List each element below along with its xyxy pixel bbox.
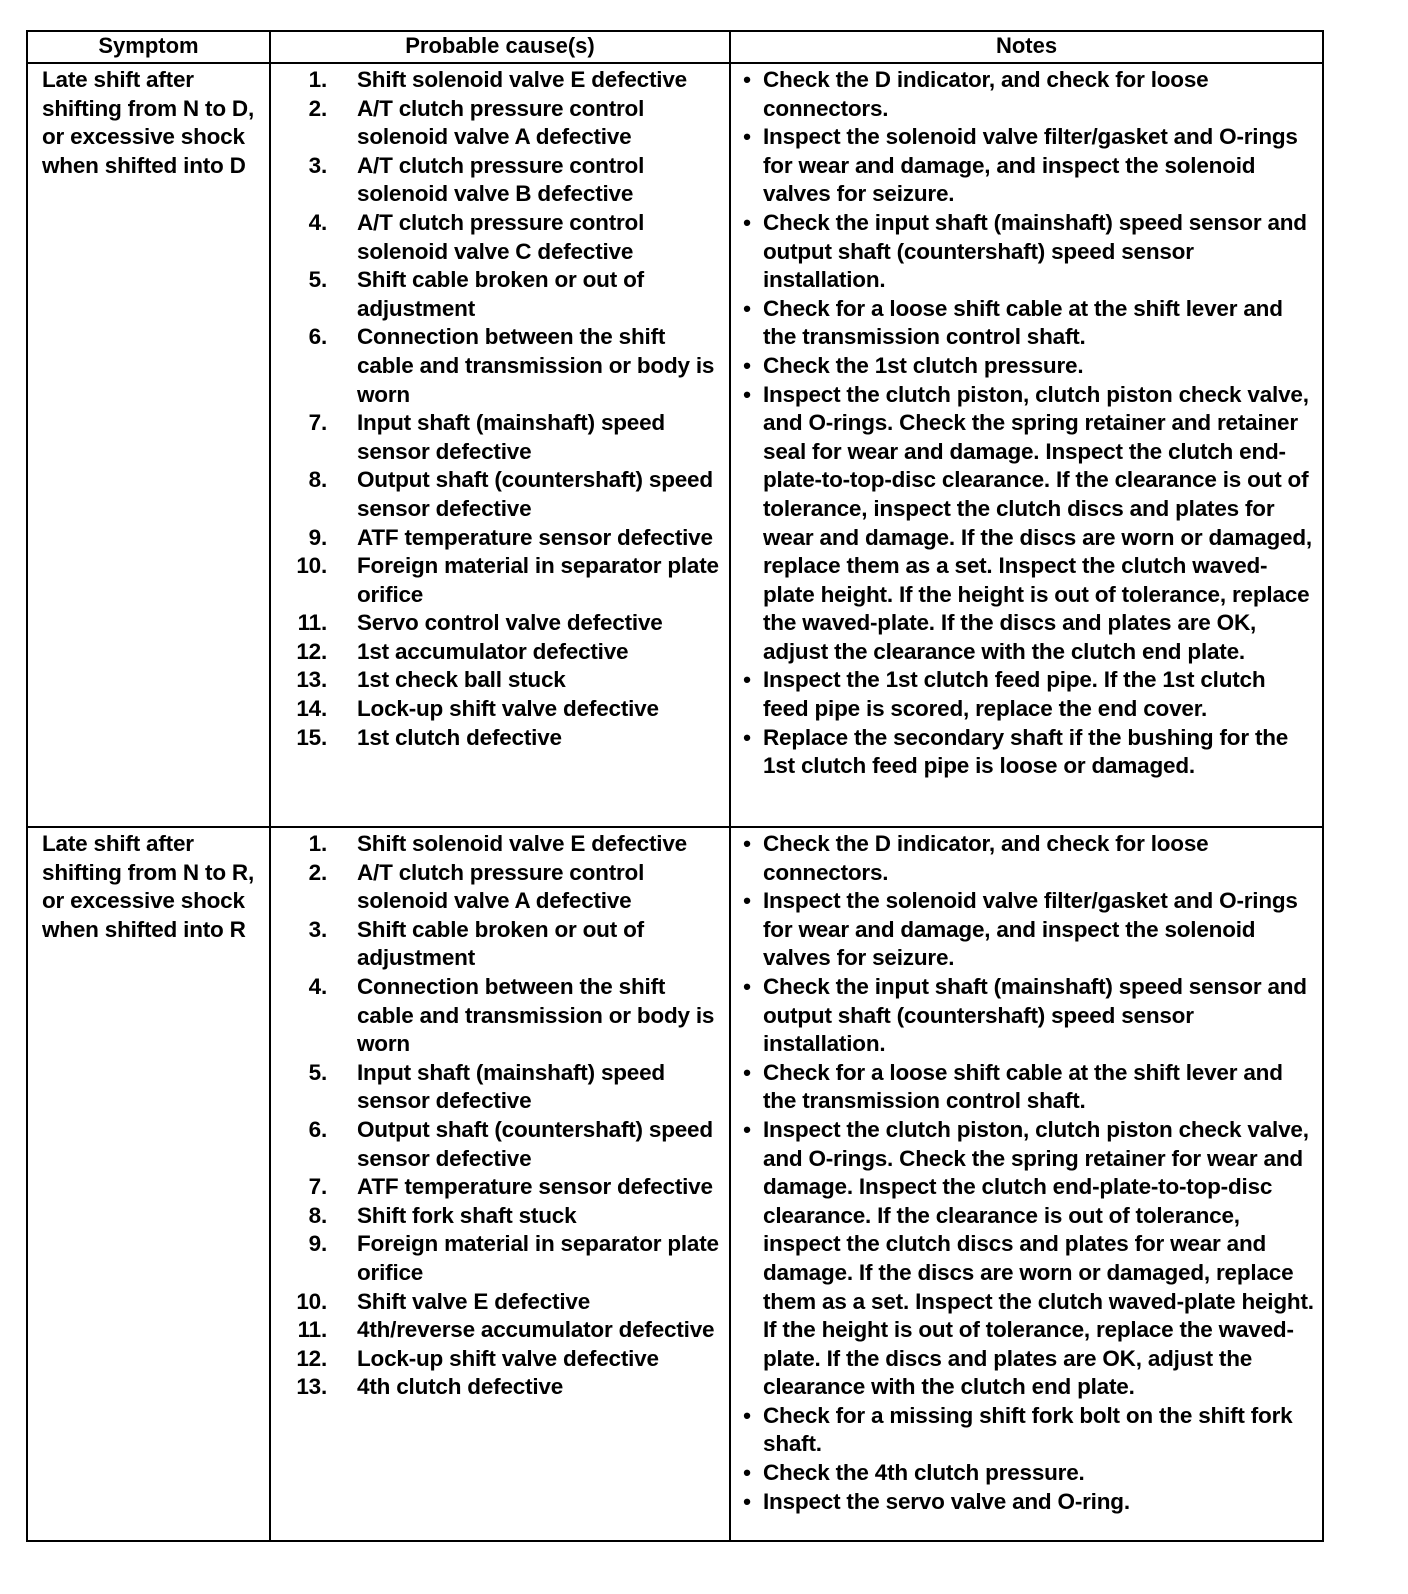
note-text: Check the D indicator, and check for loose connectors. <box>763 831 1209 885</box>
cause-number: 11. <box>297 610 327 636</box>
cause-item <box>271 1345 723 1374</box>
note-item <box>731 1402 1316 1459</box>
cause-text: ATF temperature sensor defective <box>357 524 713 550</box>
table-row <box>28 826 1322 1540</box>
note-text: Inspect the solenoid valve filter/gasket and O-rings for wear and damage, and inspect the solenoid valves for seizure. <box>763 888 1298 971</box>
cause-number: 15. <box>296 724 327 750</box>
cause-text: A/T clutch pressure control solenoid valve A defective <box>357 95 645 150</box>
cause-text: Connection between the shift cable and transmission or body is worn <box>357 324 715 407</box>
cause-text: 1st clutch defective <box>357 724 562 750</box>
cause-item <box>271 695 723 724</box>
table-row <box>28 62 1322 826</box>
cause-item <box>271 916 723 973</box>
cause-item <box>271 1202 723 1231</box>
notes-list <box>731 828 1322 1516</box>
bullet-icon: • <box>743 124 751 150</box>
cause-text: 4th/reverse accumulator defective <box>357 1317 715 1343</box>
cause-item <box>271 209 723 266</box>
cause-number: 13. <box>296 667 327 693</box>
bullet-icon: • <box>743 667 751 693</box>
cause-number: 9. <box>308 524 327 550</box>
bullet-icon: • <box>743 1460 751 1486</box>
cause-number: 4. <box>308 209 327 235</box>
bullet-icon: • <box>743 1488 751 1514</box>
cause-number: 6. <box>308 324 327 350</box>
note-text: Check for a loose shift cable at the shift lever and the transmission control shaft. <box>763 1059 1283 1114</box>
note-item <box>731 830 1316 887</box>
cause-number: 14. <box>296 696 327 722</box>
cause-text: Output shaft (countershaft) speed sensor defective <box>357 1116 713 1171</box>
cause-number: 10. <box>296 1288 327 1314</box>
cause-number: 5. <box>308 267 327 293</box>
note-item <box>731 66 1316 123</box>
symptom-cell <box>28 64 269 826</box>
note-item <box>731 1488 1316 1517</box>
cause-item <box>271 552 723 609</box>
note-text: Inspect the clutch piston, clutch piston check valve, and O-rings. Check the spring retainer and retainer seal for wear and damage. Inspect the clutch end-plate-to-top-disc clearance. If the clearance is out of tolerance, inspect the clutch discs and plates for wear and damage. If the discs are worn or damaged, replace them as a set. Inspect the clutch waved-plate height. If the height is out of tolerance, replace the waved-plate. If the discs and plates are OK, adjust the clearance with the clutch end plate. <box>763 381 1312 664</box>
cause-text: Output shaft (countershaft) speed sensor defective <box>357 467 713 521</box>
table-header-row <box>28 32 1322 62</box>
note-text: Check for a loose shift cable at the shift lever and the transmission control shaft. <box>763 295 1283 350</box>
notes-cell <box>729 828 1322 1540</box>
cause-number: 2. <box>308 95 327 121</box>
cause-text: A/T clutch pressure control solenoid valve B defective <box>357 152 645 207</box>
note-item <box>731 352 1316 381</box>
cause-number: 12. <box>296 638 327 664</box>
note-item <box>731 1116 1316 1402</box>
note-item <box>731 666 1316 723</box>
cause-text: Foreign material in separator plate orifice <box>357 1231 719 1285</box>
cause-text: 4th clutch defective <box>357 1374 564 1400</box>
note-text: Replace the secondary shaft if the bushing for the 1st clutch feed pipe is loose or damaged. <box>763 724 1289 779</box>
note-text: Check the input shaft (mainshaft) speed sensor and output shaft (countershaft) speed sensor installation. <box>763 973 1307 1057</box>
cause-number: 10. <box>296 553 327 579</box>
cause-item <box>271 638 723 667</box>
cause-text: Shift valve E defective <box>357 1288 591 1314</box>
note-text: Inspect the clutch piston, clutch piston check valve, and O-rings. Check the spring retainer for wear and damage. Inspect the clutch end-plate-to-top-disc clearance. If the clearance is out of tolerance, inspect the clutch discs and plates for wear and damage. If the discs are worn or damaged, replace them as a set. Inspect the clutch waved-plate height. If the height is out of tolerance, replace the waved-plate. If the discs and plates are OK, adjust the clearance with the clutch end plate. <box>763 1116 1314 1400</box>
cause-text: Foreign material in separator plate orifice <box>357 553 719 607</box>
causes-list <box>271 828 729 1402</box>
note-item <box>731 973 1316 1059</box>
cause-item <box>271 409 723 466</box>
bullet-icon: • <box>743 352 751 378</box>
cause-text: Shift solenoid valve E defective <box>357 831 687 856</box>
bullet-icon: • <box>743 888 751 914</box>
cause-item <box>271 666 723 695</box>
bullet-icon: • <box>743 295 751 321</box>
cause-text: Servo control valve defective <box>357 610 663 636</box>
cause-item <box>271 323 723 409</box>
cause-text: Lock-up shift valve defective <box>357 1345 659 1371</box>
bullet-icon: • <box>743 209 751 235</box>
cause-number: 6. <box>308 1116 327 1142</box>
causes-cell <box>269 64 729 826</box>
cause-text: 1st check ball stuck <box>357 667 566 693</box>
cause-item <box>271 724 723 753</box>
cause-text: Shift solenoid valve E defective <box>357 67 687 92</box>
cause-item <box>271 1288 723 1317</box>
bullet-icon: • <box>743 381 751 407</box>
cause-item <box>271 1059 723 1116</box>
cause-number: 3. <box>308 916 327 942</box>
cause-item <box>271 466 723 523</box>
header-notes: Notes <box>729 32 1322 62</box>
cause-number: 2. <box>308 859 327 885</box>
note-item <box>731 1459 1316 1488</box>
cause-text: A/T clutch pressure control solenoid valve A defective <box>357 859 645 914</box>
header-probable-causes: Probable cause(s) <box>269 32 729 62</box>
note-text: Check the input shaft (mainshaft) speed sensor and output shaft (countershaft) speed sensor installation. <box>763 209 1307 293</box>
cause-number: 12. <box>296 1345 327 1371</box>
bullet-icon: • <box>743 1116 751 1142</box>
note-text: Inspect the servo valve and O-ring. <box>763 1488 1130 1514</box>
cause-item <box>271 1116 723 1173</box>
cause-item <box>271 1373 723 1402</box>
cause-number: 13. <box>296 1374 327 1400</box>
cause-item <box>271 152 723 209</box>
cause-number: 5. <box>308 1059 327 1085</box>
cause-item <box>271 66 723 95</box>
note-text: Inspect the 1st clutch feed pipe. If the 1st clutch feed pipe is scored, replace the end cover. <box>763 667 1266 722</box>
cause-number: 11. <box>297 1317 327 1343</box>
bullet-icon: • <box>743 67 751 92</box>
note-text: Check the 1st clutch pressure. <box>763 352 1084 378</box>
cause-text: A/T clutch pressure control solenoid valve C defective <box>357 209 645 264</box>
cause-item <box>271 859 723 916</box>
cause-number: 7. <box>308 410 327 436</box>
header-symptom: Symptom <box>98 33 199 58</box>
cause-text: 1st accumulator defective <box>357 638 629 664</box>
cause-number: 4. <box>308 973 327 999</box>
cause-text: Shift cable broken or out of adjustment <box>357 267 644 321</box>
note-item <box>731 381 1316 667</box>
symptom-text: Late shift after shifting from N to R, or excessive shock when shifted into R <box>42 831 255 942</box>
cause-text: Shift cable broken or out of adjustment <box>357 916 644 971</box>
cause-text: Lock-up shift valve defective <box>357 696 659 722</box>
cause-item <box>271 266 723 323</box>
bullet-icon: • <box>743 831 751 856</box>
note-item <box>731 209 1316 295</box>
cause-number: 9. <box>308 1231 327 1257</box>
cause-number: 3. <box>308 152 327 178</box>
note-text: Inspect the solenoid valve filter/gasket and O-rings for wear and damage, and inspect the solenoid valves for seizure. <box>763 124 1298 207</box>
causes-list <box>271 64 729 752</box>
note-item <box>731 724 1316 781</box>
cause-number: 8. <box>308 467 327 493</box>
cause-text: Input shaft (mainshaft) speed sensor defective <box>357 410 665 464</box>
cause-item <box>271 524 723 553</box>
cause-number: 1. <box>308 831 327 856</box>
cause-item <box>271 609 723 638</box>
symptom-text: Late shift after shifting from N to D, or excessive shock when shifted into D <box>42 67 255 178</box>
cause-number: 1. <box>308 67 327 92</box>
cause-text: Connection between the shift cable and transmission or body is worn <box>357 973 715 1057</box>
notes-list <box>731 64 1322 781</box>
cause-item <box>271 1230 723 1287</box>
bullet-icon: • <box>743 1059 751 1085</box>
causes-cell <box>269 828 729 1540</box>
troubleshooting-table <box>26 30 1324 1542</box>
note-item <box>731 295 1316 352</box>
note-item <box>731 123 1316 209</box>
notes-cell <box>729 64 1322 826</box>
note-item <box>731 887 1316 973</box>
cause-item <box>271 95 723 152</box>
note-item <box>731 1059 1316 1116</box>
cause-number: 8. <box>308 1202 327 1228</box>
cause-item <box>271 1316 723 1345</box>
cause-text: Input shaft (mainshaft) speed sensor defective <box>357 1059 665 1114</box>
cause-item <box>271 830 723 859</box>
cause-number: 7. <box>308 1174 327 1200</box>
cause-item <box>271 1173 723 1202</box>
bullet-icon: • <box>743 973 751 999</box>
cause-text: ATF temperature sensor defective <box>357 1174 713 1200</box>
cause-text: Shift fork shaft stuck <box>357 1202 577 1228</box>
bullet-icon: • <box>743 724 751 750</box>
note-text: Check the 4th clutch pressure. <box>763 1460 1085 1486</box>
note-text: Check for a missing shift fork bolt on the shift fork shaft. <box>763 1402 1293 1457</box>
bullet-icon: • <box>743 1402 751 1428</box>
note-text: Check the D indicator, and check for loose connectors. <box>763 67 1209 121</box>
symptom-cell <box>28 828 269 1540</box>
cause-item <box>271 973 723 1059</box>
